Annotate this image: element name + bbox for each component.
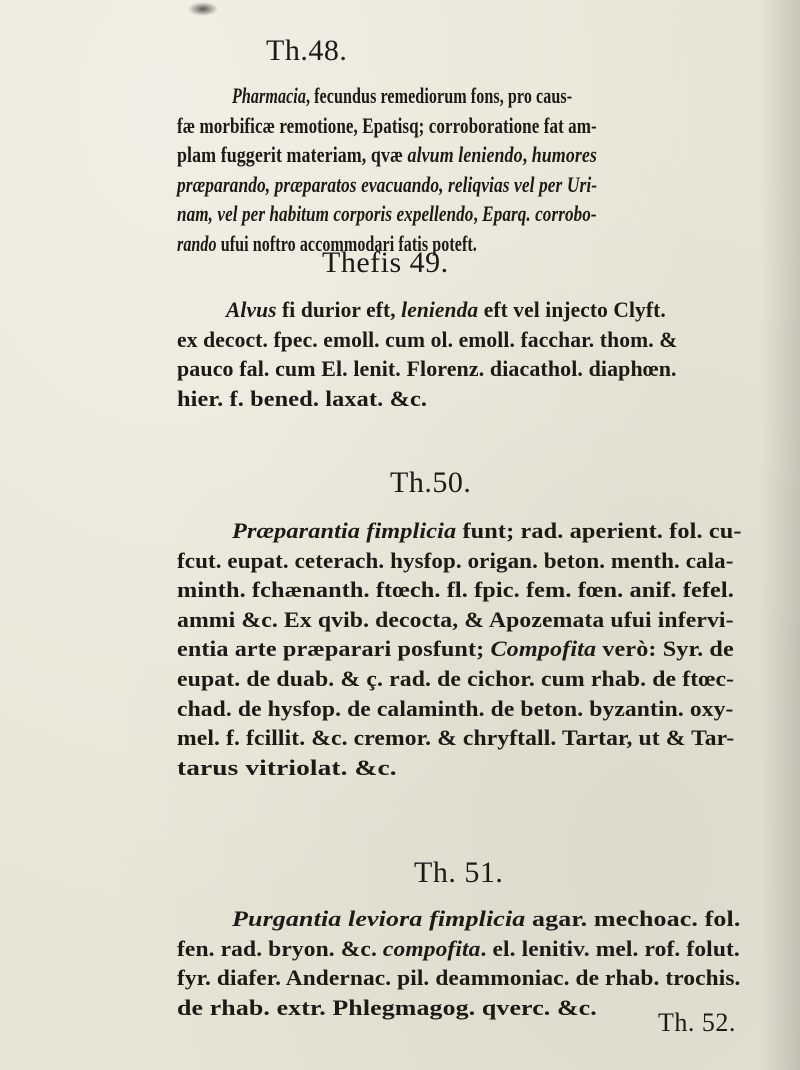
text-line	[232, 905, 740, 933]
text-line	[177, 171, 597, 199]
text-segment: præparando, præparatos evacuando, reliqvias vel per Uri-	[177, 171, 598, 197]
text-segment: humores	[531, 142, 597, 167]
page-edge-shadow	[760, 0, 800, 1070]
text-segment: lenienda	[401, 297, 479, 322]
text-line	[177, 606, 734, 634]
text-line	[177, 695, 733, 723]
text-line	[177, 576, 734, 604]
text-segment: fen. rad. bryon. &c.	[177, 935, 383, 961]
text-segment: verò: Syr. de	[596, 636, 734, 662]
text-segment: eupat. de duab. & ç. rad. de cichor. cum rhab. de ftœc-	[177, 666, 735, 691]
text-line	[177, 724, 734, 752]
text-segment: minth. fchænanth. ftœch. fl. fpic. fem. fœn. anif. fefel.	[177, 577, 734, 603]
text-line	[232, 82, 572, 110]
text-line	[177, 994, 597, 1022]
text-segment: ammi &c. Ex qvib. decocta, & Apozemata ufui infervi-	[177, 606, 734, 632]
text-segment: , fecundus remediorum fons, pro caus-	[305, 83, 573, 108]
text-line	[177, 326, 677, 354]
text-line	[177, 754, 397, 782]
thesis-50-heading: Th.50.	[390, 466, 472, 499]
text-segment: compofita	[382, 935, 481, 961]
text-segment: fcut. eupat. ceterach. hysfop. origan. beton. menth. cala-	[177, 547, 734, 573]
text-line	[226, 296, 666, 324]
text-segment: funt; rad. aperient. fol. cu-	[456, 518, 742, 543]
text-segment: ufui noftro accommodari fatis poteft.	[216, 230, 477, 256]
text-segment: Purgantia leviora fimplicia	[232, 906, 526, 931]
ink-blot	[188, 2, 218, 16]
thesis-51-heading: Th. 51.	[414, 856, 504, 889]
text-segment: ,	[473, 201, 483, 226]
text-line	[177, 964, 740, 992]
text-segment: Eparq. corrobo-	[482, 201, 597, 226]
text-segment: alvum leniendo	[407, 142, 523, 167]
text-line	[177, 112, 597, 140]
text-segment: plam fuggerit materiam, qvæ	[177, 142, 408, 167]
text-segment: Pharmacia	[232, 83, 306, 108]
text-line	[177, 665, 734, 693]
text-segment: Præparantia fimplicia	[232, 518, 457, 543]
text-segment: rando	[177, 230, 217, 256]
text-line	[232, 517, 742, 545]
text-segment: pauco fal. cum El. lenit. Florenz. diacathol. diaphœn.	[177, 356, 677, 381]
text-segment: Compofita	[490, 636, 597, 662]
text-line	[177, 935, 740, 963]
text-line	[177, 547, 734, 575]
text-segment: mel. f. fcillit. &c. cremor. & chryftall. Tartar, ut & Tar-	[177, 725, 735, 751]
text-segment: Alvus	[226, 297, 277, 322]
text-segment: de rhab. extr. Phlegmagog. qverc. &c.	[177, 994, 597, 1020]
thesis-52-heading: Th. 52.	[658, 1008, 736, 1037]
text-segment: ex decoct. fpec. emoll. cum ol. emoll. facchar. thom. &	[177, 326, 678, 352]
text-segment: fyr. diafer. Andernac. pil. deammoniac. de rhab. trochis.	[177, 965, 741, 990]
text-line	[177, 141, 597, 169]
thesis-48-heading: Th.48.	[266, 34, 348, 67]
text-segment: tarus vitriolat. &c.	[177, 754, 397, 780]
text-line	[177, 200, 597, 228]
text-segment: ,	[522, 142, 532, 167]
text-line	[177, 635, 734, 663]
text-segment: hier. f. bened. laxat. &c.	[177, 385, 428, 411]
text-segment: agar. mechoac. fol.	[525, 906, 741, 931]
text-segment: nam, vel per habitum corporis expellendo	[177, 201, 474, 226]
text-segment: fi durior eft,	[276, 297, 402, 322]
text-segment: chad. de hysfop. de calaminth. de beton. byzantin. oxy-	[177, 695, 734, 721]
text-line	[177, 355, 677, 383]
text-segment: . el. lenitiv. mel. rof. folut.	[480, 935, 740, 961]
text-segment: fæ morbificæ remotione, Epatisq; corroboratione fat am-	[177, 112, 597, 138]
text-line	[177, 385, 427, 413]
text-segment: eft vel injecto Clyft.	[478, 297, 666, 322]
text-segment: entia arte præparari posfunt;	[177, 636, 491, 662]
thesis-49-heading: Thefis 49.	[322, 246, 449, 279]
